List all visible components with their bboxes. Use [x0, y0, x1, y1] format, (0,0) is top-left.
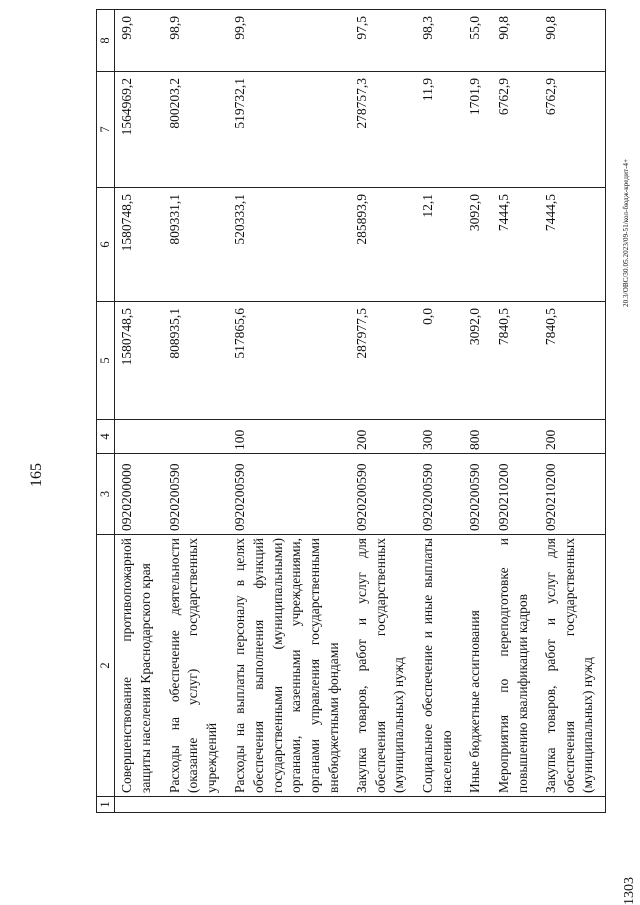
column-header: 3	[97, 454, 115, 535]
value-col5: 808935,1	[163, 302, 229, 420]
expense-name: Закупка товаров, работ и услуг для обеспечения государственных (муниципальных) нужд	[539, 535, 605, 797]
row-index-cell	[228, 797, 350, 813]
expense-type-code: 800	[463, 420, 492, 454]
table-row	[463, 10, 492, 813]
value-col8: 90,8	[492, 10, 539, 72]
target-article-code: 0920200000	[115, 454, 163, 535]
column-header: 6	[97, 188, 115, 302]
expense-type-code	[115, 420, 163, 454]
target-article-code: 0920210200	[492, 454, 539, 535]
value-col8: 98,3	[416, 10, 463, 72]
column-header: 1	[97, 797, 115, 813]
table-row	[115, 10, 163, 813]
target-article-code: 0920200590	[163, 454, 229, 535]
value-col7: 6762,9	[539, 72, 605, 188]
value-col5: 517865,6	[228, 302, 350, 420]
expense-name: Иные бюджетные ассигнования	[463, 535, 492, 797]
table-row	[416, 10, 463, 813]
value-col6: 1580748,5	[115, 188, 163, 302]
value-col6: 285893,9	[350, 188, 416, 302]
row-index-cell	[539, 797, 605, 813]
value-col5: 287977,5	[350, 302, 416, 420]
value-col8: 55,0	[463, 10, 492, 72]
value-col7: 6762,9	[492, 72, 539, 188]
target-article-code: 0920200590	[416, 454, 463, 535]
table-row	[350, 10, 416, 813]
column-header: 8	[97, 10, 115, 72]
expense-type-code: 300	[416, 420, 463, 454]
row-index-cell	[492, 797, 539, 813]
value-col6: 520333,1	[228, 188, 350, 302]
expense-name: Расходы на выплаты персоналу в целях обеспечения выполнения функций государственными (муниципальными) органами, казенными учреждениями, органами управления государственными внебюджетными фондами	[228, 535, 350, 797]
side-page-number: 1303	[622, 877, 637, 905]
value-col7: 519732,1	[228, 72, 350, 188]
row-index-cell	[115, 797, 163, 813]
value-col8: 99,0	[115, 10, 163, 72]
expense-type-code: 200	[539, 420, 605, 454]
target-article-code: 0920200590	[228, 454, 350, 535]
table-row	[492, 10, 539, 813]
expense-name: Совершенствование противопожарной защиты населения Краснодарского края	[115, 535, 163, 797]
value-col7: 1701,9	[463, 72, 492, 188]
budget-table	[96, 9, 606, 813]
value-col8: 98,9	[163, 10, 229, 72]
expense-type-code: 100	[228, 420, 350, 454]
column-header: 2	[97, 535, 115, 797]
value-col8: 97,5	[350, 10, 416, 72]
row-index-cell	[163, 797, 229, 813]
expense-name: Расходы на обеспечение деятельности (оказание услуг) государственных учреждений	[163, 535, 229, 797]
column-header: 7	[97, 72, 115, 188]
column-number-row	[97, 10, 115, 813]
expense-name: Закупка товаров, работ и услуг для обеспечения государственных (муниципальных) нужд	[350, 535, 416, 797]
table-row	[163, 10, 229, 813]
value-col7: 800203,2	[163, 72, 229, 188]
expense-name: Мероприятия по переподготовке и повышению квалификации кадров	[492, 535, 539, 797]
value-col5: 7840,5	[492, 302, 539, 420]
file-tag: 20.3/ОВС/30.05.2023/09-51/кол-бюдж-кредит-4+	[622, 158, 630, 307]
page-number: 165	[28, 463, 45, 487]
target-article-code: 0920200590	[350, 454, 416, 535]
column-header: 5	[97, 302, 115, 420]
target-article-code: 0920200590	[463, 454, 492, 535]
expense-name: Социальное обеспечение и иные выплаты населению	[416, 535, 463, 797]
target-article-code: 0920210200	[539, 454, 605, 535]
value-col7: 11,9	[416, 72, 463, 188]
row-index-cell	[463, 797, 492, 813]
value-col5: 1580748,5	[115, 302, 163, 420]
value-col6: 7444,5	[539, 188, 605, 302]
value-col7: 1564969,2	[115, 72, 163, 188]
value-col8: 90,8	[539, 10, 605, 72]
column-header: 4	[97, 420, 115, 454]
value-col6: 3092,0	[463, 188, 492, 302]
value-col5: 7840,5	[539, 302, 605, 420]
value-col6: 7444,5	[492, 188, 539, 302]
table-row	[228, 10, 350, 813]
row-index-cell	[350, 797, 416, 813]
value-col6: 809331,1	[163, 188, 229, 302]
table-row	[539, 10, 605, 813]
value-col8: 99,9	[228, 10, 350, 72]
value-col6: 12,1	[416, 188, 463, 302]
expense-type-code	[163, 420, 229, 454]
value-col5: 3092,0	[463, 302, 492, 420]
expense-type-code	[492, 420, 539, 454]
value-col7: 278757,3	[350, 72, 416, 188]
expense-type-code: 200	[350, 420, 416, 454]
row-index-cell	[416, 797, 463, 813]
value-col5: 0,0	[416, 302, 463, 420]
